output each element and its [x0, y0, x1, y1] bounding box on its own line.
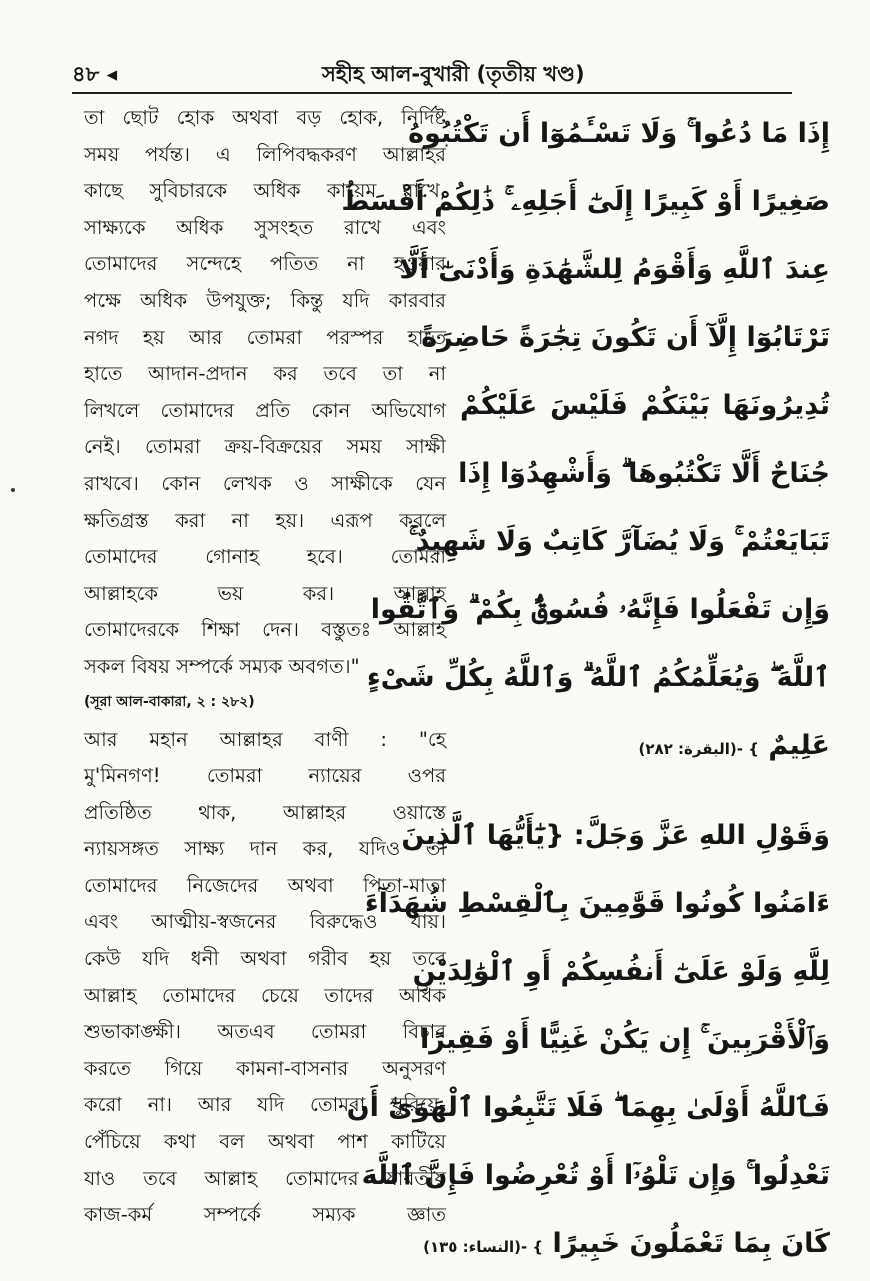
- bengali-line: মু'মিনগণ! তোমরা ন্যায়ের ওপর: [84, 764, 446, 788]
- bengali-line: তোমাদের গোনাহ হবে। তোমরা: [84, 545, 446, 569]
- bengali-line: আর মহান আল্লাহর বাণী : "হে: [84, 727, 446, 751]
- header-rule: [72, 92, 792, 94]
- bengali-line: কাজ-কর্ম সম্পর্কে সম্যক জ্ঞাত: [84, 1203, 446, 1227]
- page-header: [72, 56, 772, 92]
- arabic-line: تَبَايَعْتُمْ ۚ وَلَا يُضَآرَّ كَاتِبٌ وَلَا شَهِيدٌ ۚ: [408, 526, 830, 557]
- arabic-line: جُنَاحٌ أَلَّا تَكْتُبُوهَا ۗ وَأَشْهِدُوٓا إِذَا: [458, 458, 830, 489]
- arabic-line: [460, 712, 830, 780]
- bengali-line: তোমাদের নিজেদের অথবা পিতা-মাতা: [84, 873, 446, 897]
- running-title: সহীহ আল-বুখারী (তৃতীয় খণ্ড): [322, 62, 585, 86]
- bengali-line: সময় পর্যন্ত। এ লিপিবদ্ধকরণ আল্লাহর: [84, 142, 446, 166]
- arabic-line: فَٱللَّهُ أَوْلَىٰ بِهِمَا ۖ فَلَا تَتَّبِعُوا ٱلْهَوَىٰٓ أَن: [346, 1092, 830, 1123]
- bengali-line: কাছে সুবিচারকে অধিক কায়েম রাখে,: [84, 179, 446, 203]
- bengali-line: রাখবে। কোন লেখক ও সাক্ষীকে যেন: [84, 471, 446, 495]
- bengali-line: প্রতিষ্ঠিত থাক, আল্লাহর ওয়াস্তে: [84, 800, 446, 824]
- arabic-line: صَغِيرًا أَوْ كَبِيرًا إِلَىٰٓ أَجَلِهِۦ ۚ ذَٰلِكُمْ أَقْسَطُ: [341, 186, 830, 217]
- arabic-verse-end: عَلِيمٌ: [768, 730, 830, 761]
- arabic-line: ءَامَنُوا كُونُوا قَوَّٰمِينَ بِٱلْقِسْطِ شُهَدَآءَ: [364, 888, 830, 919]
- page-number: ৪৮ ◂: [72, 62, 118, 86]
- bengali-line: আল্লাহকে ভয় কর। আল্লাহ: [84, 581, 446, 605]
- bengali-line: তোমাদের সন্দেহে পতিত না হওয়ার: [84, 252, 446, 276]
- arabic-line: لِلَّهِ وَلَوْ عَلَىٰٓ أَنفُسِكُمْ أَوِ ٱلْوَٰلِدَيْنِ: [412, 956, 830, 987]
- bengali-line: যাও তবে আল্লাহ তোমাদের যাবতীয়: [84, 1166, 446, 1190]
- arabic-line: عِندَ ٱللَّهِ وَأَقْوَمُ لِلشَّهَٰدَةِ وَأَدْنَىٰٓ أَلَّا: [399, 254, 830, 285]
- bengali-line: এবং আত্মীয়-স্বজনের বিরুদ্ধেও যায়।: [84, 910, 446, 934]
- bengali-line: পেঁচিয়ে কথা বল অথবা পাশ কাটিয়ে: [84, 1130, 446, 1154]
- bengali-line: তোমাদেরকে শিক্ষা দেন। বস্তুতঃ আল্লাহ: [84, 618, 446, 642]
- arabic-line: [423, 1210, 830, 1278]
- arabic-line: وَقَوْلِ اللهِ عَزَّ وَجَلَّ: {يَٰٓأَيُّهَا ٱلَّذِينَ: [401, 820, 830, 851]
- bengali-line: সাক্ষ্যকে অধিক সুসংহত রাখে এবং: [84, 215, 446, 239]
- bengali-line: করো না। আর যদি তোমরা ঘুরিয়ে-: [84, 1093, 446, 1117]
- bengali-line: করতে গিয়ে কামনা-বাসনার অনুসরণ: [84, 1056, 446, 1080]
- arabic-line: وَإِن تَفْعَلُوا فَإِنَّهُۥ فُسُوقٌۢ بِكُمْ ۗ وَٱتَّقُوا: [370, 594, 830, 625]
- bengali-line: ন্যায়সঙ্গত সাক্ষ্য দান কর, যদিও তা: [84, 837, 446, 861]
- arabic-line: تَعْدِلُوا ۚ وَإِن تَلْوُۥٓا أَوْ تُعْرِضُوا فَإِنَّ ٱللَّهَ: [361, 1160, 830, 1191]
- surah-reference: (সূরা আল-বাকারা, ২ : ২৮২): [84, 693, 255, 710]
- arabic-line: ٱللَّهَ ۖ وَيُعَلِّمُكُمُ ٱللَّهُ ۗ وَٱللَّهُ بِكُلِّ شَىْءٍ: [366, 662, 830, 693]
- arabic-line: وَٱلْأَقْرَبِينَ ۚ إِن يَكُنْ غَنِيًّا أَوْ فَقِيرًا: [419, 1024, 830, 1055]
- arabic-text-column: [341, 100, 830, 1277]
- arabic-line: تُدِيرُونَهَا بَيْنَكُمْ فَلَيْسَ عَلَيْكُمْ: [460, 390, 830, 421]
- bengali-line: শুভাকাঙ্ক্ষী। অতএব তোমরা বিচার: [84, 1020, 446, 1044]
- arabic-verse-end: كَانَ بِمَا تَعْمَلُونَ خَبِيرًا: [552, 1228, 830, 1259]
- bengali-line: তা ছোট হোক অথবা বড় হোক, নির্দিষ্ট: [84, 106, 446, 129]
- bengali-line: হাতে আদান-প্রদান কর তবে তা না: [84, 362, 446, 386]
- margin-dot: [11, 488, 15, 492]
- bengali-line: নগদ হয় আর তোমরা পরস্পর হাতে: [84, 325, 446, 349]
- bengali-line: কেউ যদি ধনী অথবা গরীব হয় তবে: [84, 947, 446, 971]
- bengali-line: সকল বিষয় সম্পর্কে সম্যক অবগত।": [84, 654, 360, 678]
- bengali-line: লিখলে তোমাদের প্রতি কোন অভিযোগ: [84, 398, 446, 422]
- bengali-line: নেই। তোমরা ক্রয়-বিক্রয়ের সময় সাক্ষী: [84, 435, 446, 459]
- arabic-line: تَرْتَابُوٓا إِلَّآ أَن تَكُونَ تِجَٰرَةً حَاضِرَةً: [421, 322, 830, 353]
- bengali-line: আল্লাহ তোমাদের চেয়ে তাদের অধিক: [84, 983, 446, 1007]
- surah-reference-arabic: } -(النساء: ١٣٥): [423, 1238, 544, 1256]
- bengali-line: ক্ষতিগ্রস্ত করা না হয়। এরূপ করলে: [84, 508, 446, 532]
- arabic-line: إِذَا مَا دُعُوا ۚ وَلَا تَسْـَٔمُوٓا أَن تَكْتُبُوهُ: [408, 118, 830, 149]
- bengali-line: পক্ষে অধিক উপযুক্ত; কিন্তু যদি কারবার: [84, 288, 446, 312]
- surah-reference-arabic: } -(البقرة: ٢٨٢): [638, 740, 759, 758]
